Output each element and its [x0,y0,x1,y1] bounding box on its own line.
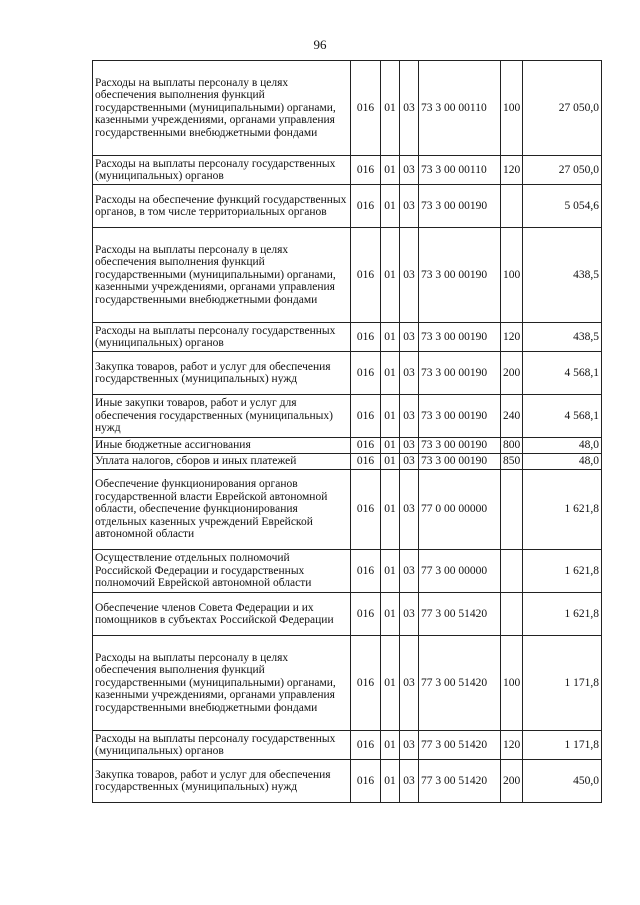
cell-target-article: 77 3 00 51420 [419,636,501,731]
cell-subsection-code: 03 [400,636,419,731]
cell-grbs-code: 016 [351,395,381,438]
row-description: Обеспечение членов Совета Федерации и их помощников в субъектах Российской Федерации [93,593,351,636]
cell-subsection-code: 03 [400,352,419,395]
table-row [93,185,602,228]
cell-section-code: 01 [381,61,400,156]
table-row [93,352,602,395]
cell-grbs-code: 016 [351,323,381,352]
cell-subsection-code: 03 [400,156,419,185]
row-description: Закупка товаров, работ и услуг для обеспечения государственных (муниципальных) нужд [93,352,351,395]
cell-amount: 1 621,8 [523,470,602,550]
table-row [93,156,602,185]
table-row [93,760,602,803]
cell-grbs-code: 016 [351,156,381,185]
cell-subsection-code: 03 [400,323,419,352]
cell-expense-type [501,470,523,550]
cell-target-article: 77 3 00 51420 [419,731,501,760]
row-description: Расходы на выплаты персоналу в целях обеспечения выполнения функций государственными (муниципальными) органами, казенными учреждениями, органами управления государственными внебюджетными фондами [93,61,351,156]
cell-expense-type: 120 [501,156,523,185]
cell-target-article: 73 3 00 00190 [419,228,501,323]
cell-grbs-code: 016 [351,731,381,760]
cell-grbs-code: 016 [351,228,381,323]
cell-section-code: 01 [381,352,400,395]
cell-expense-type: 200 [501,352,523,395]
cell-grbs-code: 016 [351,593,381,636]
cell-amount: 27 050,0 [523,156,602,185]
budget-table [92,60,602,803]
cell-target-article: 73 3 00 00190 [419,323,501,352]
cell-expense-type [501,550,523,593]
cell-amount: 4 568,1 [523,395,602,438]
table-row [93,731,602,760]
cell-section-code: 01 [381,760,400,803]
cell-target-article: 77 0 00 00000 [419,470,501,550]
row-description: Иные закупки товаров, работ и услуг для обеспечения государственных (муниципальных) нужд [93,395,351,438]
cell-subsection-code: 03 [400,470,419,550]
table-row [93,438,602,454]
cell-subsection-code: 03 [400,438,419,454]
cell-section-code: 01 [381,731,400,760]
cell-expense-type [501,593,523,636]
cell-grbs-code: 016 [351,454,381,470]
cell-amount: 1 171,8 [523,636,602,731]
cell-section-code: 01 [381,395,400,438]
cell-expense-type: 100 [501,636,523,731]
row-description: Расходы на выплаты персоналу государственных (муниципальных) органов [93,323,351,352]
cell-grbs-code: 016 [351,352,381,395]
cell-section-code: 01 [381,323,400,352]
cell-amount: 438,5 [523,323,602,352]
cell-grbs-code: 016 [351,61,381,156]
cell-grbs-code: 016 [351,185,381,228]
cell-subsection-code: 03 [400,550,419,593]
cell-expense-type: 120 [501,731,523,760]
cell-expense-type: 120 [501,323,523,352]
cell-subsection-code: 03 [400,760,419,803]
row-description: Расходы на выплаты персоналу государственных (муниципальных) органов [93,731,351,760]
row-description: Иные бюджетные ассигнования [93,438,351,454]
row-description: Расходы на обеспечение функций государственных органов, в том числе территориальных органов [93,185,351,228]
table-row [93,454,602,470]
cell-grbs-code: 016 [351,636,381,731]
table-row [93,228,602,323]
cell-subsection-code: 03 [400,228,419,323]
cell-expense-type [501,185,523,228]
cell-subsection-code: 03 [400,61,419,156]
cell-amount: 48,0 [523,438,602,454]
table-row [93,395,602,438]
cell-amount: 48,0 [523,454,602,470]
cell-target-article: 77 3 00 51420 [419,760,501,803]
row-description: Уплата налогов, сборов и иных платежей [93,454,351,470]
cell-subsection-code: 03 [400,593,419,636]
table-row [93,550,602,593]
row-description: Закупка товаров, работ и услуг для обеспечения государственных (муниципальных) нужд [93,760,351,803]
cell-expense-type: 800 [501,438,523,454]
cell-section-code: 01 [381,470,400,550]
cell-expense-type: 100 [501,228,523,323]
table-row [93,470,602,550]
cell-target-article: 73 3 00 00190 [419,352,501,395]
cell-amount: 1 171,8 [523,731,602,760]
cell-amount: 27 050,0 [523,61,602,156]
cell-target-article: 73 3 00 00110 [419,156,501,185]
table-row [93,61,602,156]
cell-section-code: 01 [381,156,400,185]
row-description: Осуществление отдельных полномочий Российской Федерации и государственных полномочий Еврейской автономной области [93,550,351,593]
cell-subsection-code: 03 [400,731,419,760]
cell-amount: 1 621,8 [523,550,602,593]
cell-grbs-code: 016 [351,438,381,454]
table-row [93,636,602,731]
cell-target-article: 77 3 00 51420 [419,593,501,636]
cell-amount: 5 054,6 [523,185,602,228]
row-description: Расходы на выплаты персоналу государственных (муниципальных) органов [93,156,351,185]
cell-section-code: 01 [381,550,400,593]
cell-target-article: 73 3 00 00190 [419,438,501,454]
row-description: Обеспечение функционирования органов государственной власти Еврейской автономной области, обеспечение функционирования отдельных казенных учреждений Еврейской автономной области [93,470,351,550]
cell-target-article: 73 3 00 00110 [419,61,501,156]
cell-amount: 450,0 [523,760,602,803]
cell-expense-type: 240 [501,395,523,438]
cell-amount: 1 621,8 [523,593,602,636]
cell-amount: 4 568,1 [523,352,602,395]
cell-grbs-code: 016 [351,550,381,593]
cell-section-code: 01 [381,438,400,454]
row-description: Расходы на выплаты персоналу в целях обеспечения выполнения функций государственными (муниципальными) органами, казенными учреждениями, органами управления государственными внебюджетными фондами [93,228,351,323]
cell-target-article: 73 3 00 00190 [419,185,501,228]
cell-target-article: 73 3 00 00190 [419,395,501,438]
row-description: Расходы на выплаты персоналу в целях обеспечения выполнения функций государственными (муниципальными) органами, казенными учреждениями, органами управления государственными внебюджетными фондами [93,636,351,731]
cell-subsection-code: 03 [400,454,419,470]
cell-amount: 438,5 [523,228,602,323]
cell-grbs-code: 016 [351,470,381,550]
cell-subsection-code: 03 [400,395,419,438]
cell-expense-type: 200 [501,760,523,803]
cell-grbs-code: 016 [351,760,381,803]
cell-section-code: 01 [381,228,400,323]
cell-expense-type: 100 [501,61,523,156]
cell-subsection-code: 03 [400,185,419,228]
cell-section-code: 01 [381,593,400,636]
table-row [93,323,602,352]
cell-target-article: 77 3 00 00000 [419,550,501,593]
cell-section-code: 01 [381,636,400,731]
cell-section-code: 01 [381,185,400,228]
table-row [93,593,602,636]
page-number: 96 [313,37,327,52]
cell-target-article: 73 3 00 00190 [419,454,501,470]
cell-section-code: 01 [381,454,400,470]
cell-expense-type: 850 [501,454,523,470]
